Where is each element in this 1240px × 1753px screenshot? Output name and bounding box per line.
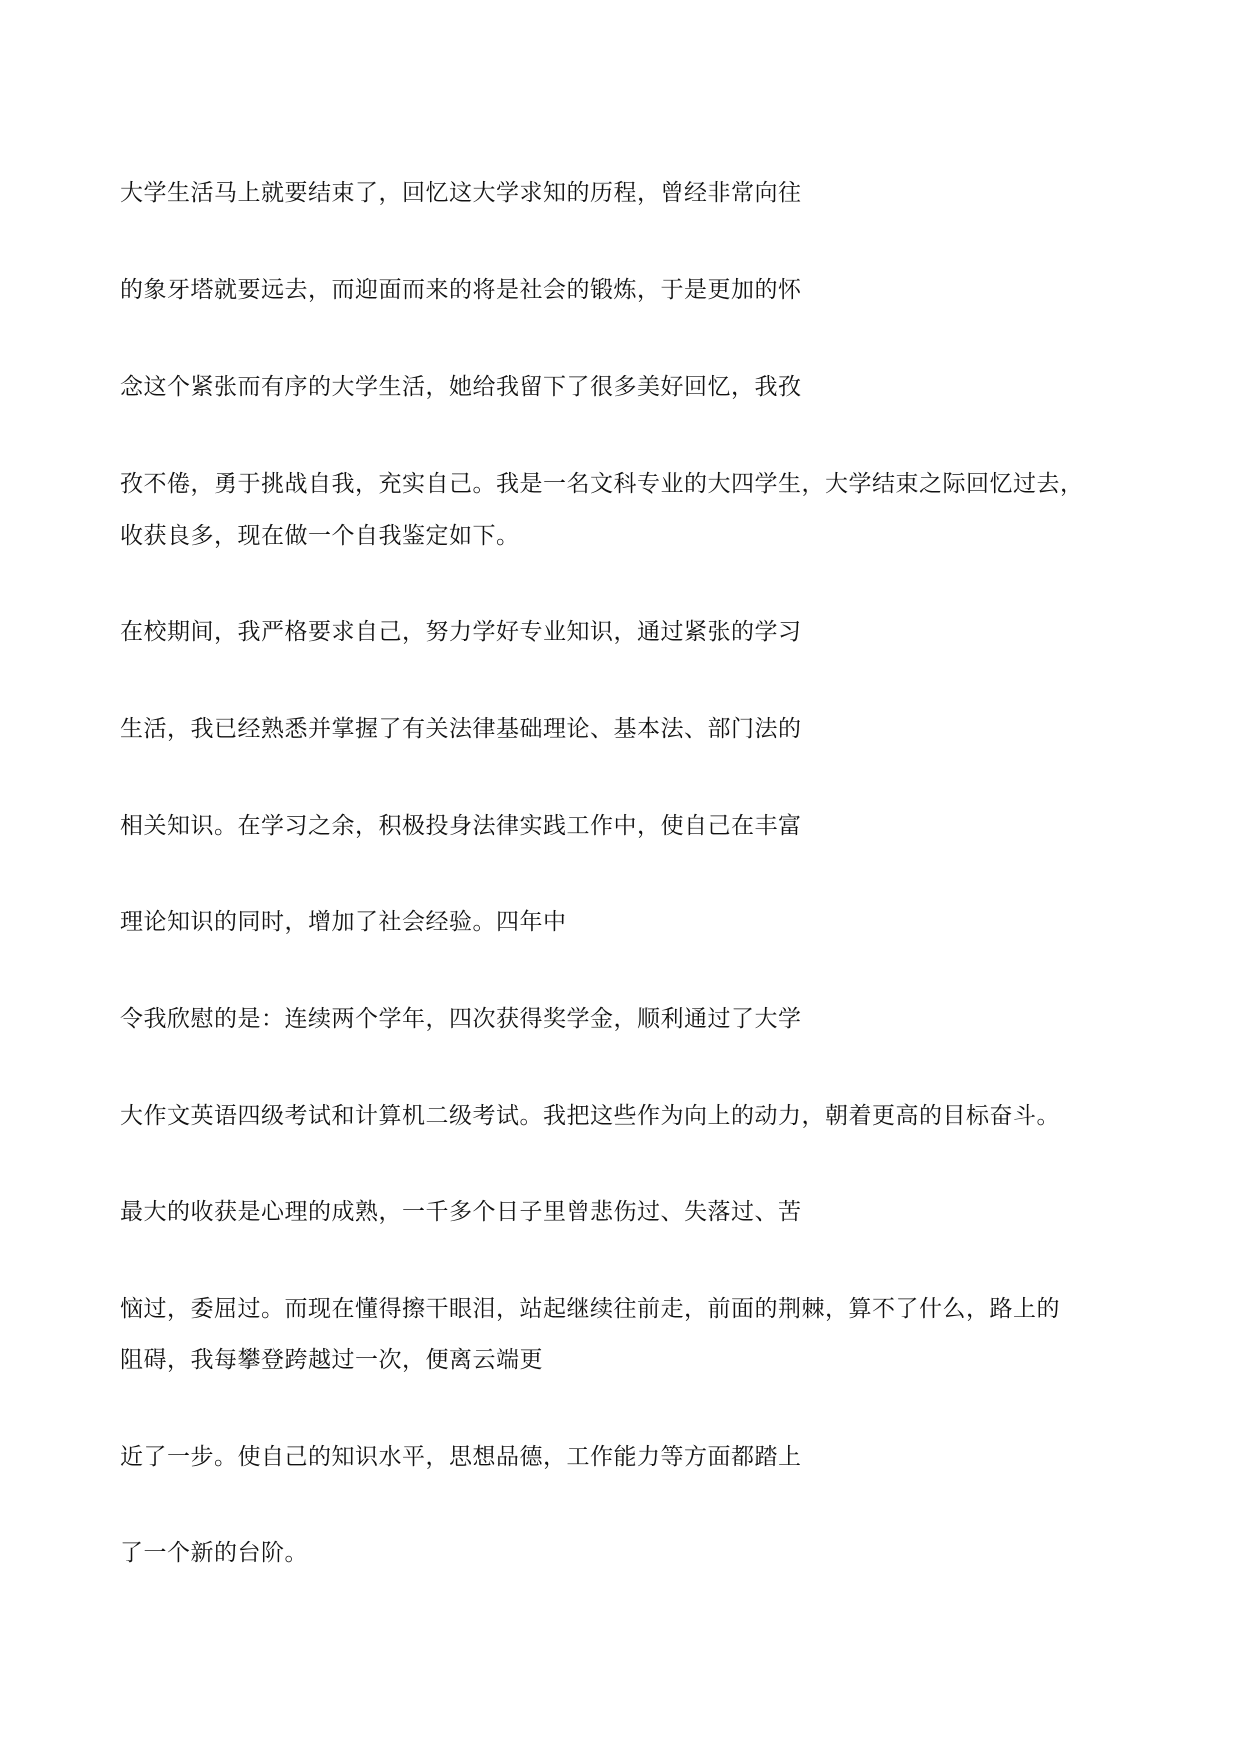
text-line: 大学生活马上就要结束了，回忆这大学求知的历程，曾经非常向往 [120,180,802,206]
text-line: 最大的收获是心理的成熟，一千多个日子里曾悲伤过、失落过、苦 [120,1199,802,1225]
text-line: 相关知识。在学习之余，积极投身法律实践工作中，使自己在丰富 [120,813,802,839]
text-line: 在校期间，我严格要求自己，努力学好专业知识，通过紧张的学习 [120,619,802,645]
text-line: 孜不倦，勇于挑战自我，充实自己。我是一名文科专业的大四学生，大学结束之际回忆过去， [120,471,1084,497]
text-line: 了一个新的台阶。 [120,1540,308,1566]
text-line: 理论知识的同时，增加了社会经验。四年中 [120,909,567,935]
text-line: 恼过，委屈过。而现在懂得擦干眼泪，站起继续往前走，前面的荆棘，算不了什么，路上的 [120,1296,1060,1322]
text-line: 念这个紧张而有序的大学生活，她给我留下了很多美好回忆，我孜 [120,374,802,400]
text-line: 令我欣慰的是：连续两个学年，四次获得奖学金，顺利通过了大学 [120,1006,802,1032]
text-line: 收获良多，现在做一个自我鉴定如下。 [120,523,520,549]
text-line: 大作文英语四级考试和计算机二级考试。我把这些作为向上的动力，朝着更高的目标奋斗。 [120,1103,1060,1129]
text-line: 生活，我已经熟悉并掌握了有关法律基础理论、基本法、部门法的 [120,716,802,742]
text-line: 近了一步。使自己的知识水平，思想品德，工作能力等方面都踏上 [120,1444,802,1470]
text-line: 阻碍，我每攀登跨越过一次，便离云端更 [120,1347,543,1373]
text-line: 的象牙塔就要远去，而迎面而来的将是社会的锻炼，于是更加的怀 [120,277,802,303]
